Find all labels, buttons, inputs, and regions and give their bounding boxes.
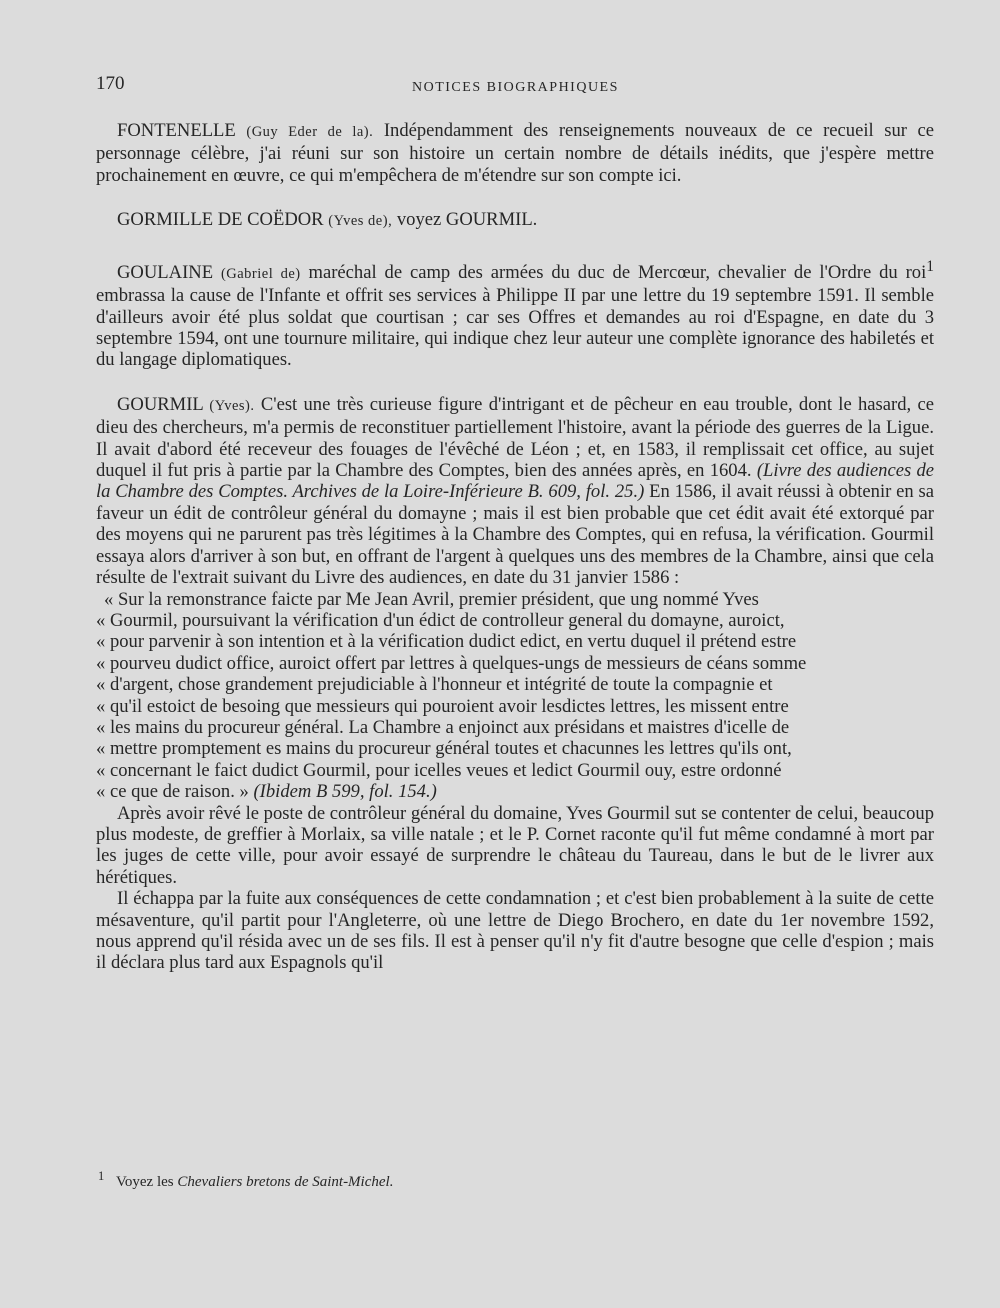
quote-line: « pour parvenir à son intention et à la vérification dudict edict, en vertu duquel il prétend estre	[96, 631, 797, 653]
entry-text: voyez GOURMIL.	[396, 209, 538, 231]
footnote-reference: 1	[926, 257, 934, 275]
quote-line: « Sur la remonstrance faicte par Me Jean Avril, premier président, que ung nommé Yves	[104, 588, 759, 610]
quote-line: « ce que de raison. »	[96, 781, 249, 803]
footnote	[98, 1169, 393, 1191]
running-title: NOTICES BIOGRAPHIQUES	[412, 80, 619, 95]
quote-line: « les mains du procureur général. La Chambre a enjoinct aux présidans et maistres d'icelle de	[96, 716, 790, 738]
entry-name: FONTENELLE	[117, 120, 236, 141]
footnote-text: Voyez les	[116, 1174, 174, 1190]
entry-qualifier: (Gabriel de)	[220, 265, 301, 282]
quote-line-last	[96, 781, 934, 802]
entry-qualifier: (Yves).	[209, 397, 255, 414]
entry-name: GOULAINE	[117, 261, 214, 283]
entry-text: C'est une très curieuse figure d'intrigant et de pêcheur en eau trouble, dont le hasard, ce dieu des chercheurs, m'a permis de reconstituer partiellement l'histoire, avant la période des guerres de la Ligue. Il avait d'abord été receveur des fouages de l'évêché de Léon ; et, en 1583, il remplissait cet office, au sujet duquel il fut pris à partie par la Chambre des Comptes, bien des années après, en 1604.	[96, 393, 934, 482]
quote-line: « mettre promptement es mains du procureur général toutes et chacunnes les lettres qu'ils ont,	[96, 738, 792, 760]
archive-citation: (Ibidem B 599, fol. 154.)	[253, 781, 437, 803]
entry-text: embrassa la cause de l'Infante et offrit ses services à Philippe II par une lettre du 19 septembre 1591. Il semble d'ailleurs avoir été plus soldat que courtisan ; car ses Offres et demandes au roi d'Espagne, en date du 3 septembre 1594, ont une tournure militaire, qui indique chez leur auteur une complète ignorance des habiletés et du langage diplomatiques.	[96, 285, 934, 371]
entry-qualifier: (Guy Eder de la).	[246, 124, 374, 140]
entry-name: GOURMIL	[117, 393, 204, 415]
entry-name: GORMILLE DE COËDOR	[117, 209, 324, 231]
entry-text: En 1586, il avait réussi à obtenir en sa faveur un édit de contrôleur général du domayne ; mais il est bien probable que cet édit avait été extorqué par des moyens qui ne parurent pas très légitimes à la Chambre des Comptes, qui en refusa, la vérification. Gourmil essaya alors d'arriver à son but, en offrant de l'argent à quelques uns des membres de la Chambre, ainsi que cela résulte de l'extrait suivant du Livre des audiences, en date du 31 janvier 1586 :	[96, 481, 935, 589]
entry-gormille	[96, 209, 934, 232]
paragraph: Il échappa par la fuite aux conséquences de cette condamnation ; et c'est bien probablement à la suite de cette mésaventure, qu'il partit pour l'Angleterre, où une lettre de Diego Brochero, en date du 1er novembre 1592, nous apprend qu'il résida avec un de ses fils. Il est à penser qu'il n'y fit d'autre besogne que celle d'espion ; mais il déclara plus tard aux Espagnols qu'il	[96, 888, 934, 974]
entry-text: maréchal de camp des armées du duc de Mercœur, chevalier de l'Ordre du roi	[308, 261, 927, 283]
page-number: 170	[96, 73, 125, 94]
entry-text: Indépendamment des renseignements nouveaux de ce recueil sur ce personnage célèbre, j'ai réuni sur son histoire un certain nombre de détails inédits, que j'espère mettre prochainement en œuvre, ce qui m'empêchera de m'étendre sur son compte ici.	[96, 120, 935, 186]
entry-goulaine	[96, 256, 934, 371]
paragraph: Après avoir rêvé le poste de contrôleur général du domaine, Yves Gourmil sut se contenter de celui, beaucoup plus modeste, de greffier à Morlaix, sa ville natale ; et le P. Cornet raconte qu'il fut même condamné à mort par les juges de cette ville, pour avoir essayé de surprendre le château du Taureau, dans le but de le livrer aux hérétiques.	[96, 802, 934, 888]
footnote-title: Chevaliers bretons de Saint-Michel.	[177, 1174, 394, 1190]
quote-line: « d'argent, chose grandement prejudiciable à l'honneur et intégrité de toute la compagnie et	[96, 674, 773, 696]
page-body	[96, 120, 934, 974]
quote-line: « Gourmil, poursuivant la vérification d'un édict de controlleur general du domayne, auroict,	[96, 609, 785, 631]
archival-quotation	[96, 589, 934, 803]
entry-qualifier: (Yves de),	[328, 213, 393, 230]
entry-gourmil	[96, 394, 934, 589]
quote-line: « qu'il estoict de besoing que messieurs qui pouroient avoir lesdictes lettres, les missent entre	[96, 695, 789, 717]
entry-fontenelle	[96, 120, 934, 186]
footnote-mark: 1	[98, 1169, 105, 1183]
archive-citation: (Livre des audiences de la Chambre des Comptes. Archives de la Loire-Inférieure B. 609, fol. 25.)	[96, 460, 934, 503]
quote-line: « pourveu dudict office, auroict offert par lettres à quelques-ungs de messieurs de céans somme	[96, 652, 807, 674]
quote-line: « concernant le faict dudict Gourmil, pour icelles veues et ledict Gourmil ouy, estre ordonné	[96, 759, 782, 781]
